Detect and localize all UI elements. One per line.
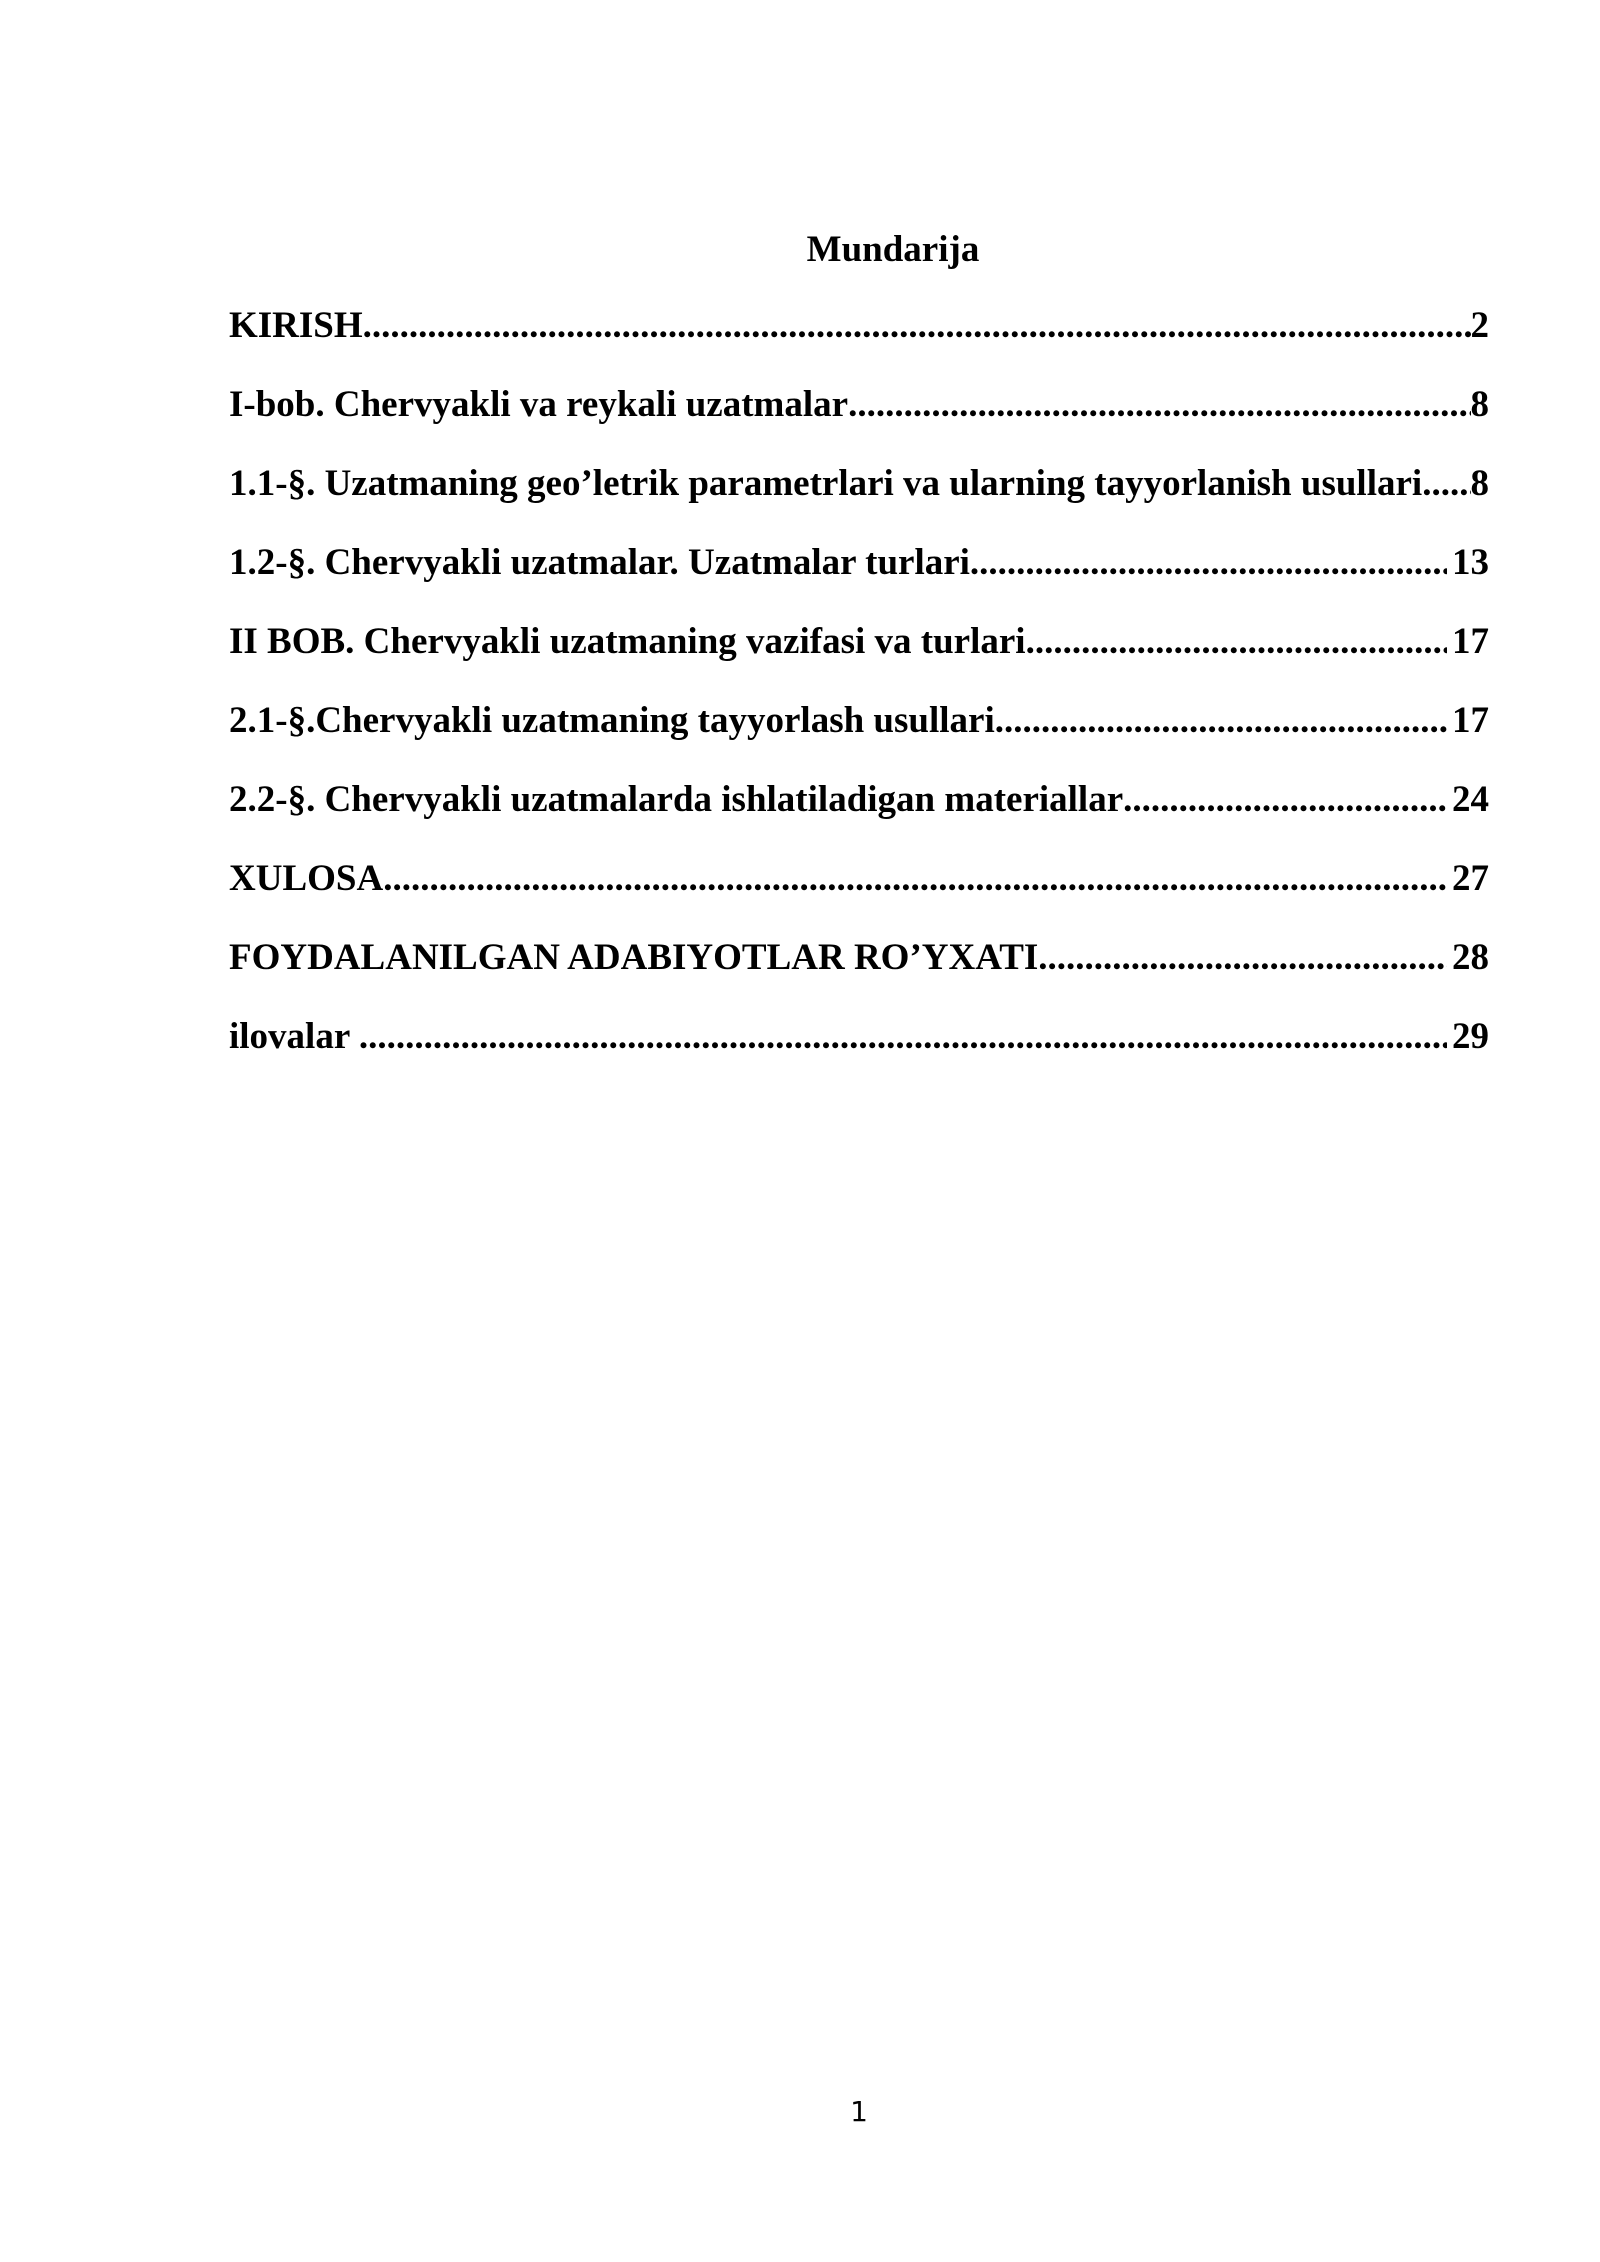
toc-entry-section-2-1[interactable] bbox=[229, 695, 1489, 774]
toc-entry-page: 17 bbox=[1452, 621, 1489, 662]
toc-entry-page: 17 bbox=[1452, 700, 1489, 741]
toc-leader-dots bbox=[363, 300, 1471, 352]
toc-entry-page: 28 bbox=[1452, 937, 1489, 978]
toc-leader-dots bbox=[1038, 932, 1447, 984]
toc-entry-xulosa[interactable] bbox=[229, 853, 1489, 932]
toc-entry-section-1-1[interactable] bbox=[229, 458, 1489, 537]
toc-entry-appendix[interactable] bbox=[229, 1011, 1489, 1090]
toc-leader-dots bbox=[1431, 458, 1470, 510]
toc-leader-dots bbox=[383, 853, 1447, 905]
toc-leader-dots bbox=[848, 379, 1470, 431]
toc-entry-label: KIRISH bbox=[229, 305, 363, 346]
toc-entry-label: 1.1-§. Uzatmaning geo’letrik parametrlari va ularning tayyorlanish usullari. bbox=[229, 463, 1432, 504]
toc-leader-dots bbox=[1026, 616, 1447, 668]
toc-entry-label: XULOSA bbox=[229, 858, 384, 899]
table-of-contents bbox=[229, 300, 1489, 1090]
toc-entry-chapter-2[interactable] bbox=[229, 616, 1489, 695]
toc-entry-page: 27 bbox=[1452, 858, 1489, 899]
toc-leader-dots bbox=[359, 1011, 1447, 1063]
toc-entry-label: 2.1-§.Chervyakli uzatmaning tayyorlash usullari bbox=[229, 700, 995, 741]
toc-entry-label: 1.2-§. Chervyakli uzatmalar. Uzatmalar turlari bbox=[229, 542, 970, 583]
toc-entry-page: 8 bbox=[1470, 463, 1489, 504]
toc-entry-kirish[interactable] bbox=[229, 300, 1489, 379]
toc-entry-label: 2.2-§. Chervyakli uzatmalarda ishlatiladigan materiallar bbox=[229, 779, 1124, 820]
page-number: 1 bbox=[850, 2095, 868, 2128]
toc-entry-page: 2 bbox=[1470, 305, 1489, 346]
toc-entry-label: II BOB. Chervyakli uzatmaning vazifasi va turlari bbox=[229, 621, 1026, 662]
toc-entry-page: 29 bbox=[1452, 1016, 1489, 1057]
toc-title: Mundarija bbox=[806, 229, 980, 270]
toc-entry-label: I-bob. Chervyakli va reykali uzatmalar bbox=[229, 384, 849, 425]
toc-entry-section-2-2[interactable] bbox=[229, 774, 1489, 853]
toc-leader-dots bbox=[970, 537, 1447, 589]
toc-entry-section-1-2[interactable] bbox=[229, 537, 1489, 616]
toc-entry-page: 24 bbox=[1452, 779, 1489, 820]
toc-leader-dots bbox=[995, 695, 1447, 747]
toc-entry-references[interactable] bbox=[229, 932, 1489, 1011]
toc-entry-page: 13 bbox=[1452, 542, 1489, 583]
toc-entry-page: 8 bbox=[1470, 384, 1489, 425]
toc-entry-label: FOYDALANILGAN ADABIYOTLAR RO’YXATI bbox=[229, 937, 1039, 978]
toc-leader-dots bbox=[1123, 774, 1447, 826]
toc-entry-chapter-1[interactable] bbox=[229, 379, 1489, 458]
toc-entry-label: ilovalar bbox=[229, 1016, 359, 1057]
